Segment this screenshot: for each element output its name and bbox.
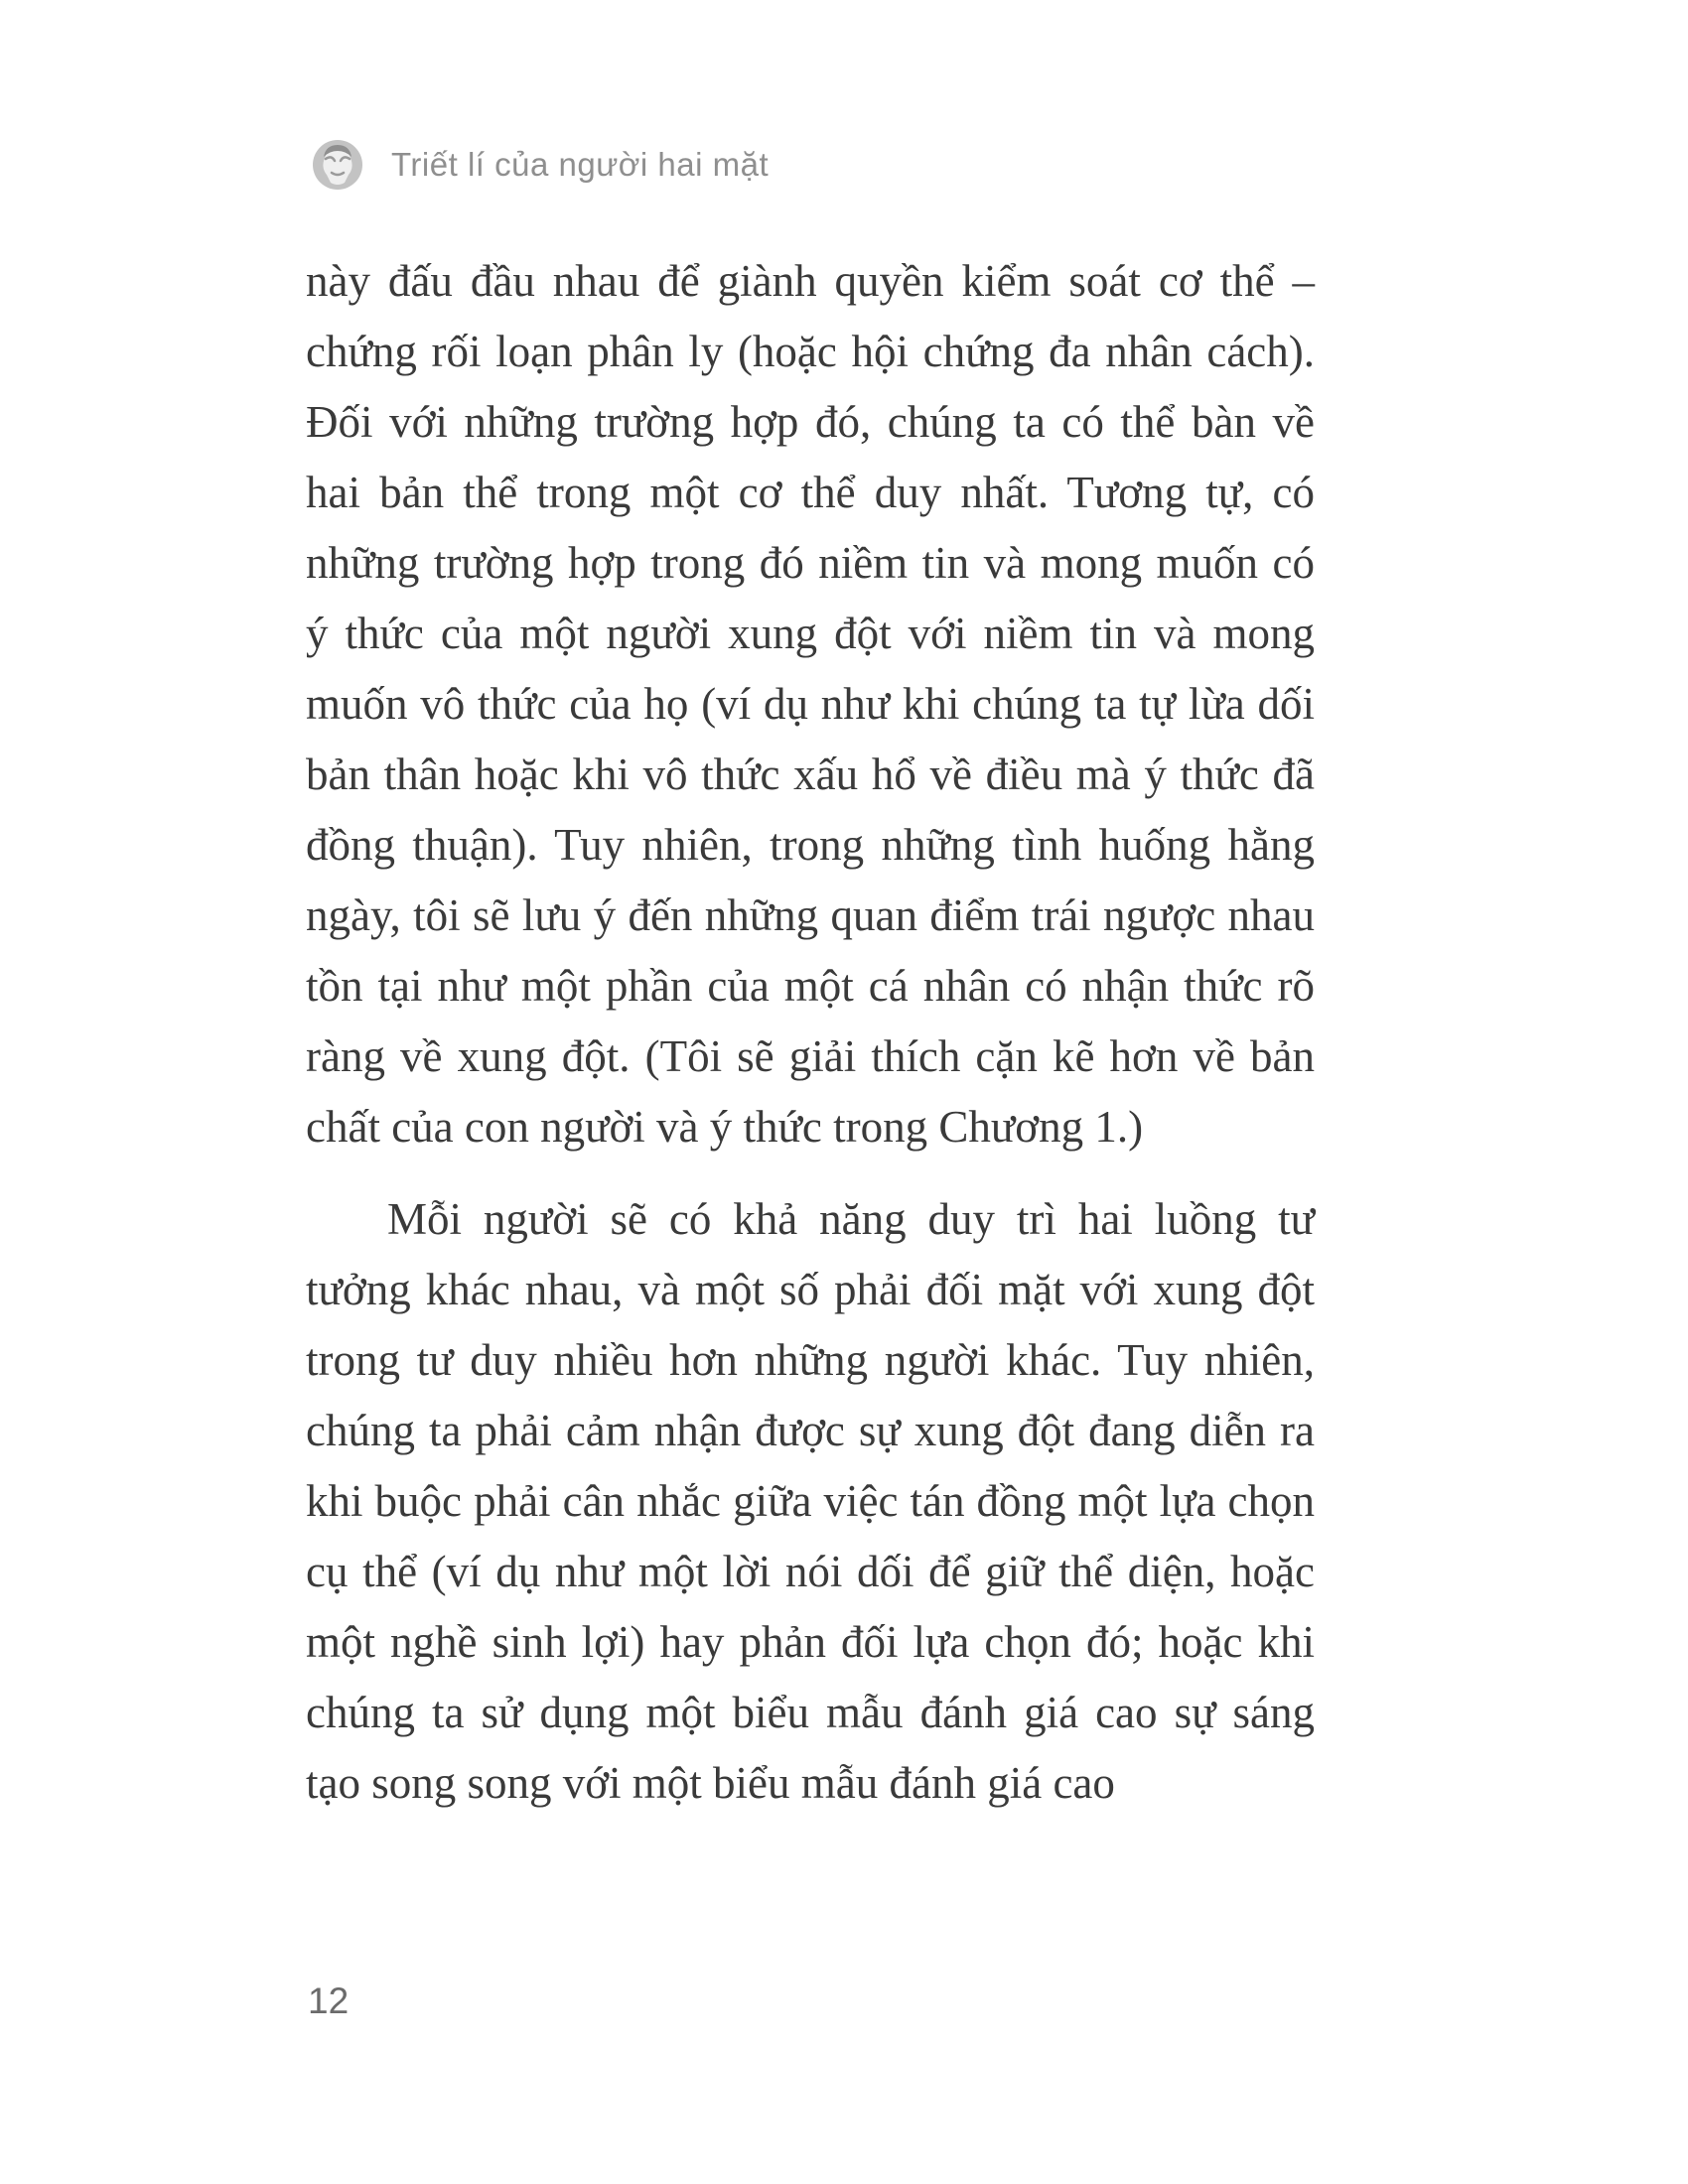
body-text-block <box>306 246 1315 1819</box>
two-face-logo-icon <box>310 137 365 193</box>
paragraph-2: Mỗi người sẽ có khả năng duy trì hai luồng tư tưởng khác nhau, và một số phải đối mặt với xung đột trong tư duy nhiều hơn những người khác. Tuy nhiên, chúng ta phải cảm nhận được sự xung đột đang diễn ra khi buộc phải cân nhắc giữa việc tán đồng một lựa chọn cụ thể (ví dụ như một lời nói dối để giữ thể diện, hoặc một nghề sinh lợi) hay phản đối lựa chọn đó; hoặc khi chúng ta sử dụng một biểu mẫu đánh giá cao sự sáng tạo song song với một biểu mẫu đánh giá cao <box>306 1194 1315 1808</box>
running-head-title: Triết lí của người hai mặt <box>391 146 770 183</box>
page-header <box>310 137 769 193</box>
paragraph-1: này đấu đầu nhau để giành quyền kiểm soát cơ thể – chứng rối loạn phân ly (hoặc hội chứng đa nhân cách). Đối với những trường hợp đó, chúng ta có thể bàn về hai bản thể trong một cơ thể duy nhất. Tương tự, có những trường hợp trong đó niềm tin và mong muốn có ý thức của một người xung đột với niềm tin và mong muốn vô thức của họ (ví dụ như khi chúng ta tự lừa dối bản thân hoặc khi vô thức xấu hổ về điều mà ý thức đã đồng thuận). Tuy nhiên, trong những tình huống hằng ngày, tôi sẽ lưu ý đến những quan điểm trái ngược nhau tồn tại như một phần của một cá nhân có nhận thức rõ ràng về xung đột. (Tôi sẽ giải thích cặn kẽ hơn về bản chất của con người và ý thức trong Chương 1.) <box>306 256 1315 1152</box>
page-number: 12 <box>308 1980 350 2021</box>
